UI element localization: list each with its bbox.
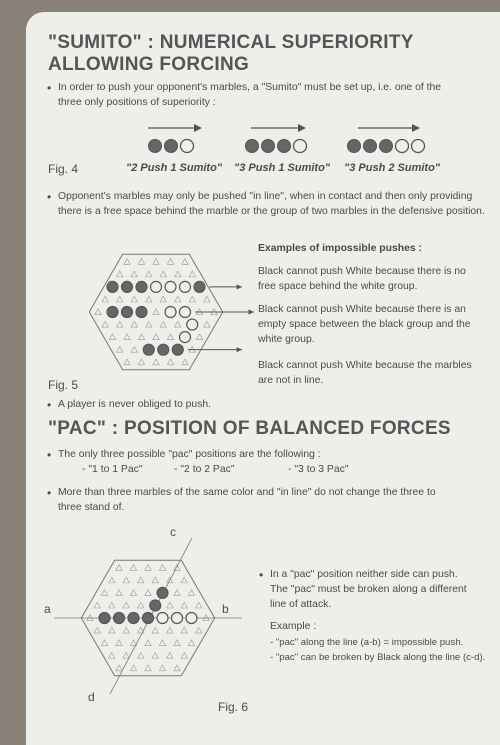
sumito-3-push-1 [246, 124, 307, 153]
white-marble [180, 332, 191, 343]
board-diagram-fig6 [40, 522, 270, 712]
white-marble [172, 613, 183, 624]
pac-example-line1: - "pac" along the line (a-b) = impossible push. [270, 637, 464, 648]
black-marble [114, 613, 125, 624]
black-marble [122, 307, 133, 318]
sumito-label-1: "2 Push 1 Sumito" [126, 162, 223, 174]
black-marble [158, 344, 169, 355]
black-marble [136, 281, 147, 292]
impossible-ex2-line2: empty space between the black group and the [258, 319, 471, 330]
label-b: b [222, 602, 229, 616]
sumito-title-line1: "SUMITO" : NUMERICAL SUPERIORITY [48, 32, 414, 53]
white-marble [157, 613, 168, 624]
label-a: a [44, 602, 51, 616]
sumito-3-push-2 [348, 124, 425, 153]
black-marble [128, 613, 139, 624]
pac-more-line2: three stand of. [58, 502, 125, 513]
impossible-ex2-line1: Black cannot push White because there is an [258, 304, 466, 315]
sumito-intro-line2: three only positions of superiority : [58, 97, 216, 108]
black-marble [107, 281, 118, 292]
pac-3-to-3: - "3 to 3 Pac" [288, 464, 349, 475]
pac-2-to-2: - "2 to 2 Pac" [174, 464, 235, 475]
never-obliged: • A player is never obliged to push. [58, 398, 211, 413]
arrowhead [237, 347, 242, 352]
black-marble [194, 281, 205, 292]
black-marble [136, 307, 147, 318]
sumito-label-3: "3 Push 2 Sumito" [344, 162, 441, 174]
impossible-ex3-line2: are not in line. [258, 375, 324, 386]
inline-line1: • Opponent's marbles may only be pushed "in line", when in contact and then only providing [58, 190, 472, 205]
impossible-ex3-line1: Black cannot push White because the marbles [258, 360, 472, 371]
inline-line2: there is a free space behind the marble or the group of two marbles in the defensive position. [58, 206, 485, 217]
pac-1-to-1: - "1 to 1 Pac" [82, 464, 143, 475]
white-marble [151, 281, 162, 292]
black-marble [143, 613, 154, 624]
black-marble [172, 344, 183, 355]
pac-text-line1: • In a "pac" position neither side can push. [270, 568, 458, 583]
fig4-label: Fig. 4 [48, 162, 79, 176]
fig6-label: Fig. 6 [218, 700, 249, 714]
black-marble [150, 600, 161, 611]
pac-title: "PAC" : POSITION OF BALANCED FORCES [48, 418, 451, 439]
pac-example-line2: - "pac" can be broken by Black along the line (c-d). [270, 652, 486, 663]
sumito-2-push-1 [148, 124, 202, 153]
pac-only-three: • The only three possible "pac" positions are the following : [58, 448, 321, 463]
impossible-ex1-line1: Black cannot push White because there is no [258, 266, 466, 277]
sumito-diagram [26, 120, 500, 160]
sumito-label-2: "3 Push 1 Sumito" [234, 162, 331, 174]
pac-more-line1: • More than three marbles of the same color and "in line" do not change the three to [58, 486, 436, 501]
label-d: d [88, 690, 95, 704]
white-marble [180, 307, 191, 318]
white-marble [180, 281, 191, 292]
impossible-heading: Examples of impossible pushes : [258, 243, 422, 254]
pac-text-line2: The "pac" must be broken along a different [270, 584, 467, 595]
white-marble [165, 281, 176, 292]
black-marble [122, 281, 133, 292]
white-marble [187, 319, 198, 330]
sumito-title-line2: ALLOWING FORCING [48, 54, 250, 75]
rulebook-page [26, 12, 500, 745]
white-marble [186, 613, 197, 624]
black-marble [157, 587, 168, 598]
impossible-ex2-line3: white group. [258, 334, 315, 345]
black-marble [107, 307, 118, 318]
pac-example: Example : [270, 621, 317, 632]
board-diagram-fig5 [64, 240, 264, 390]
white-marble [165, 307, 176, 318]
black-marble [99, 613, 110, 624]
impossible-ex1-line2: free space behind the white group. [258, 281, 418, 292]
arrowhead [249, 309, 254, 314]
pac-text-line3: line of attack. [270, 599, 332, 610]
label-c: c [170, 525, 176, 539]
black-marble [143, 344, 154, 355]
sumito-intro-line1: • In order to push your opponent's marbles, a "Sumito" must be set up, i.e. one of the [58, 81, 441, 96]
fig5-label: Fig. 5 [48, 378, 79, 392]
arrowhead [237, 284, 242, 289]
